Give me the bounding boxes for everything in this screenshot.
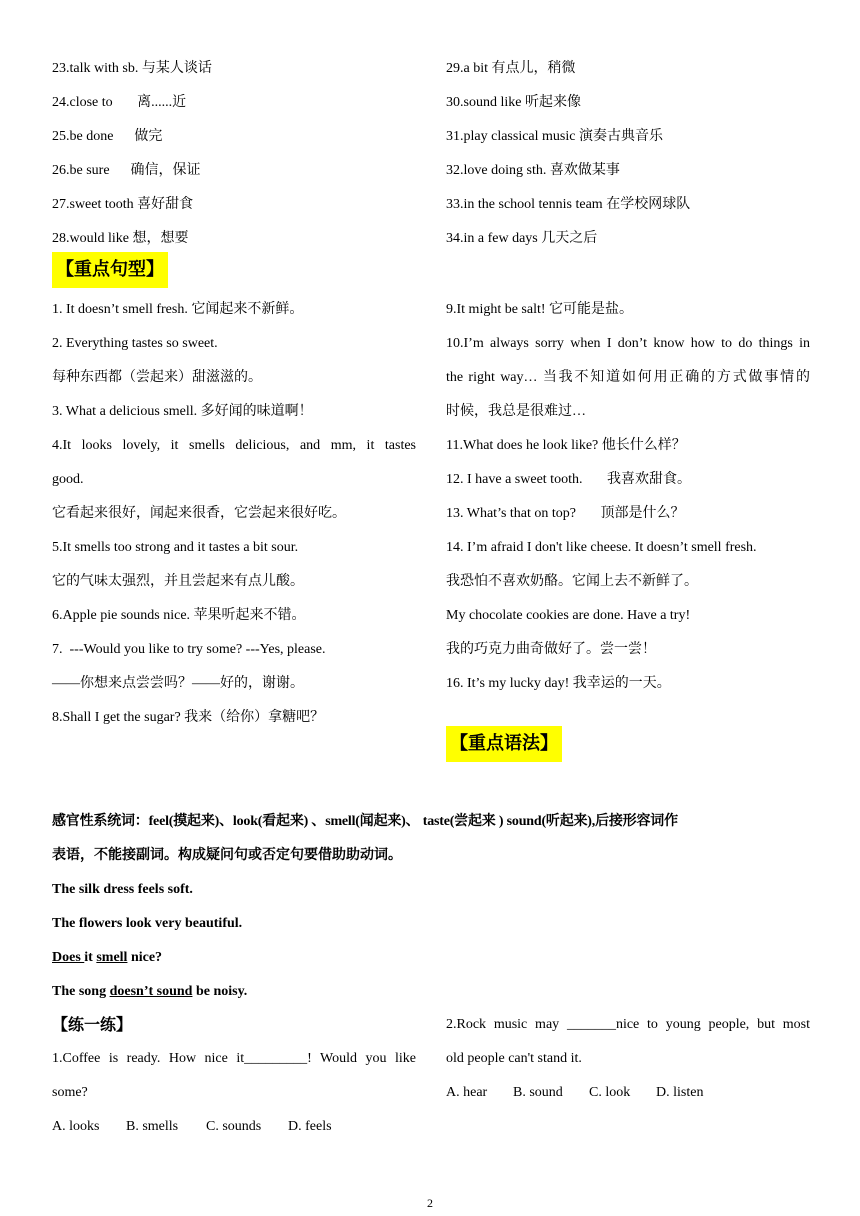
question-2-cont: old people can't stand it. — [446, 1051, 582, 1066]
phrase-item: 28.would like 想，想要 — [52, 231, 189, 246]
page-number: 2 — [427, 1196, 433, 1210]
phrase-item: 26.be sure 确信，保证 — [52, 163, 201, 178]
phrase-list-right — [446, 52, 810, 256]
sentence-item: 13. What’s that on top? 顶部是什么？ — [446, 506, 685, 521]
sentence-item: 4.It looks lovely, it smells delicious, and mm, it tastes — [52, 438, 416, 453]
sentence-item: good. — [52, 472, 84, 487]
question-1-cont: some? — [52, 1085, 88, 1100]
phrase-list-left — [52, 52, 416, 256]
phrase-item: 29.a bit 有点儿，稍微 — [446, 61, 576, 76]
option-d: D. listen — [656, 1085, 704, 1100]
example-word: nice? — [127, 950, 163, 965]
option-a: A. looks — [52, 1119, 100, 1134]
sentence-item: 7. ---Would you like to try some? ---Yes, please. — [52, 642, 326, 657]
sentence-item: 1. It doesn’t smell fresh. 它闻起来不新鲜。 — [52, 302, 304, 317]
phrase-item: 33.in the school tennis team 在学校网球队 — [446, 197, 691, 212]
practice-left — [52, 1008, 416, 1144]
grammar-heading: 【重点语法】 — [446, 726, 562, 762]
grammar-example — [52, 975, 808, 1009]
option-c: C. sounds — [206, 1119, 262, 1134]
sentence-item: 5.It smells too strong and it tastes a bit sour. — [52, 540, 299, 555]
question-1-options — [52, 1110, 416, 1144]
sentence-item: 14. I’m afraid I don't like cheese. It doesn’t smell fresh. — [446, 540, 757, 555]
grammar-rule: 感官性系统词：feel(摸起来)、look(看起来) 、smell(闻起来)、 taste(尝起来 ) sound(听起来),后接形容词作 — [52, 814, 678, 829]
grammar-example — [52, 941, 808, 975]
phrase-item: 24.close to 离......近 — [52, 95, 187, 110]
sentence-item: 时候，我总是很难过… — [446, 404, 586, 419]
sentence-item: 16. It’s my lucky day! 我幸运的一天。 — [446, 676, 671, 691]
practice-title: 【练一练】 — [52, 1015, 133, 1034]
phrase-item: 30.sound like 听起来像 — [446, 95, 581, 110]
sentence-translation: ——你想来点尝尝吗？——好的，谢谢。 — [52, 676, 304, 691]
question-1: 1.Coffee is ready. How nice it_________! Would you like — [52, 1051, 416, 1066]
grammar-example: The silk dress feels soft. — [52, 882, 193, 897]
option-a: A. hear — [446, 1085, 488, 1100]
sentence-item: 6.Apple pie sounds nice. 苹果听起来不错。 — [52, 608, 306, 623]
sentences-heading: 【重点句型】 — [52, 252, 168, 288]
sentence-item: 3. What a delicious smell. 多好闻的味道啊！ — [52, 404, 313, 419]
sentence-translation: 它看起来很好，闻起来很香，它尝起来很好吃。 — [52, 506, 346, 521]
underlined-word: smell — [96, 950, 128, 965]
option-b: B. sound — [513, 1085, 563, 1100]
phrase-item: 27.sweet tooth 喜好甜食 — [52, 197, 194, 212]
sentence-translation: 每种东西都（尝起来）甜滋滋的。 — [52, 370, 262, 385]
underlined-word: doesn’t sound — [109, 984, 193, 999]
option-b: B. smells — [126, 1119, 179, 1134]
underlined-word: Does — [52, 950, 85, 965]
sentence-list-right — [446, 293, 810, 701]
option-c: C. look — [589, 1085, 631, 1100]
question-2: 2.Rock music may _______nice to young people, but most — [446, 1017, 810, 1032]
phrase-item: 32.love doing sth. 喜欢做某事 — [446, 163, 620, 178]
practice-right — [446, 1008, 810, 1110]
grammar-rule: 表语，不能接副词。构成疑问句或否定句要借助助动词。 — [52, 848, 402, 863]
sentence-item: My chocolate cookies are done. Have a try! — [446, 608, 691, 623]
sentence-translation: 它的气味太强烈，并且尝起来有点儿酸。 — [52, 574, 304, 589]
sentence-item: 8.Shall I get the sugar? 我来（给你）拿糖吧？ — [52, 710, 325, 725]
sentence-item: 9.It might be salt! 它可能是盐。 — [446, 302, 634, 317]
phrase-item: 25.be done 做完 — [52, 129, 163, 144]
sentence-item: the right way… 当我不知道如何用正确的方式做事情的 — [446, 370, 810, 385]
phrase-item: 34.in a few days 几天之后 — [446, 231, 598, 246]
phrase-item: 31.play classical music 演奏古典音乐 — [446, 129, 663, 144]
sentence-translation: 我的巧克力曲奇做好了。尝一尝！ — [446, 642, 656, 657]
example-word: be noisy. — [192, 984, 248, 999]
sentence-translation: 我恐怕不喜欢奶酪。它闻上去不新鲜了。 — [446, 574, 698, 589]
sentence-item: 2. Everything tastes so sweet. — [52, 336, 218, 351]
option-d: D. feels — [288, 1119, 332, 1134]
example-word: The song — [52, 984, 110, 999]
grammar-example: The flowers look very beautiful. — [52, 916, 243, 931]
sentence-item: 10.I’m always sorry when I don’t know how to do things in — [446, 336, 810, 351]
example-word: it — [84, 950, 97, 965]
sentence-item: 11.What does he look like? 他长什么样？ — [446, 438, 686, 453]
sentence-item: 12. I have a sweet tooth. 我喜欢甜食。 — [446, 472, 691, 487]
phrase-item: 23.talk with sb. 与某人谈话 — [52, 61, 212, 76]
grammar-section — [52, 805, 808, 1009]
sentence-list-left — [52, 293, 416, 735]
question-2-options — [446, 1076, 810, 1110]
